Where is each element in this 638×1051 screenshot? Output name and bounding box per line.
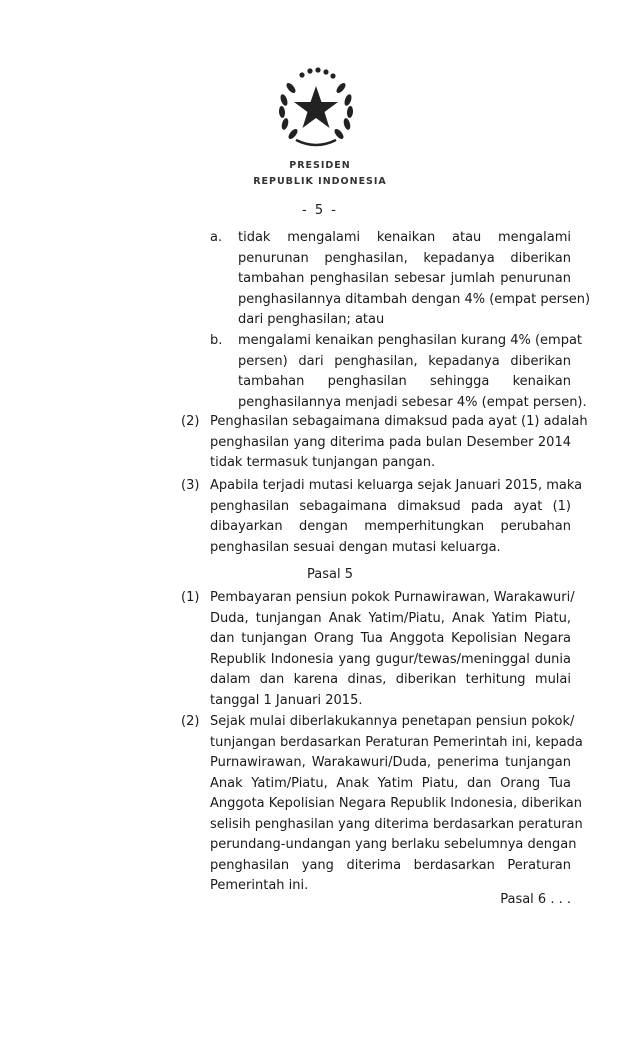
pasal5-ayat-2-line: Purnawirawan, Warakawuri/Duda, penerima tunjangan [210,755,571,770]
pasal5-ayat-2-line: selisih penghasilan yang diterima berdasarkan peraturan [210,816,583,832]
item-a-line: tidak mengalami kenaikan atau mengalami [238,230,571,245]
item-b-line: tambahan penghasilan sehingga kenaikan [238,374,571,389]
ayat-2-line: penghasilan yang diterima pada bulan Desember 2014 [210,434,571,450]
pasal5-ayat-1-marker: (1) [181,590,200,605]
header-title-presiden: PRESIDEN [289,160,351,171]
item-b-text [238,331,587,413]
pasal5-ayat-1-line: dalam dan karena dinas, diberikan terhitung mulai [210,672,571,687]
item-a-marker: a. [210,230,223,245]
pasal5-ayat-1-line: Republik Indonesia yang gugur/tewas/meninggal dunia [210,651,571,667]
ayat-3-marker: (3) [181,478,200,493]
ayat-2-line: tidak termasuk tunjangan pangan. [210,455,436,470]
ayat-3-line: dibayarkan dengan memperhitungkan perubahan [210,519,571,534]
item-a-line: tambahan penghasilan sebesar jumlah penurunan [238,271,571,286]
pasal5-ayat-2-line: Sejak mulai diberlakukannya penetapan pensiun pokok/ [210,714,575,729]
ayat-2-line: Penghasilan sebagaimana dimaksud pada ayat (1) adalah [210,414,588,429]
pasal5-ayat-1-line: dan tunjangan Orang Tua Anggota Kepolisian Negara [210,631,571,646]
page-number: - 5 - [302,203,338,218]
next-page-catchword: Pasal 6 . . . [500,892,571,907]
ayat-3-line: penghasilan sebagaimana dimaksud pada ayat (1) [210,498,571,514]
item-b-line: mengalami kenaikan penghasilan kurang 4% (empat [238,333,583,348]
garuda-star-emblem-icon [274,66,358,150]
item-b-line: persen) dari penghasilan, kepadanya diberikan [238,353,571,369]
ayat-2-marker: (2) [181,414,200,429]
pasal5-ayat-2-line: Anggota Kepolisian Negara Republik Indonesia, diberikan [210,796,582,811]
pasal5-ayat-2-line: tunjangan berdasarkan Peraturan Pemerintah ini, kepada [210,734,583,750]
pasal5-ayat-1-line: Duda, tunjangan Anak Yatim/Piatu, Anak Yatim Piatu, [210,610,571,626]
pasal5-ayat-2-line: penghasilan yang diterima berdasarkan Peraturan [210,857,571,873]
pasal5-ayat-2-line: Anak Yatim/Piatu, Anak Yatim Piatu, dan Orang Tua [210,775,571,791]
pasal5-ayat-1-text [210,588,575,711]
ayat-2-text [210,412,588,474]
header-title-republik: REPUBLIK INDONESIA [253,176,387,187]
ayat-3-line: penghasilan sesuai dengan mutasi keluarga. [210,539,501,555]
pasal5-ayat-2-line: Pemerintah ini. [210,878,309,893]
pasal-5-heading: Pasal 5 [307,567,353,582]
ayat-3-text [210,476,583,558]
item-a-text [238,228,591,331]
item-b-marker: b. [210,333,223,348]
item-a-line: dari penghasilan; atau [238,312,385,327]
pasal5-ayat-2-text [210,712,583,897]
pasal5-ayat-2-line: perundang-undangan yang berlaku sebelumnya dengan [210,837,577,852]
pasal5-ayat-1-line: Pembayaran pensiun pokok Purnawirawan, Warakawuri/ [210,590,575,605]
item-a-line: penghasilannya ditambah dengan 4% (empat persen) [238,291,591,307]
pasal5-ayat-1-line: tanggal 1 Januari 2015. [210,692,363,708]
item-b-line: penghasilannya menjadi sebesar 4% (empat persen). [238,394,587,410]
pasal5-ayat-2-marker: (2) [181,714,200,729]
ayat-3-line: Apabila terjadi mutasi keluarga sejak Januari 2015, maka [210,478,583,493]
item-a-line: penurunan penghasilan, kepadanya diberikan [238,250,571,266]
